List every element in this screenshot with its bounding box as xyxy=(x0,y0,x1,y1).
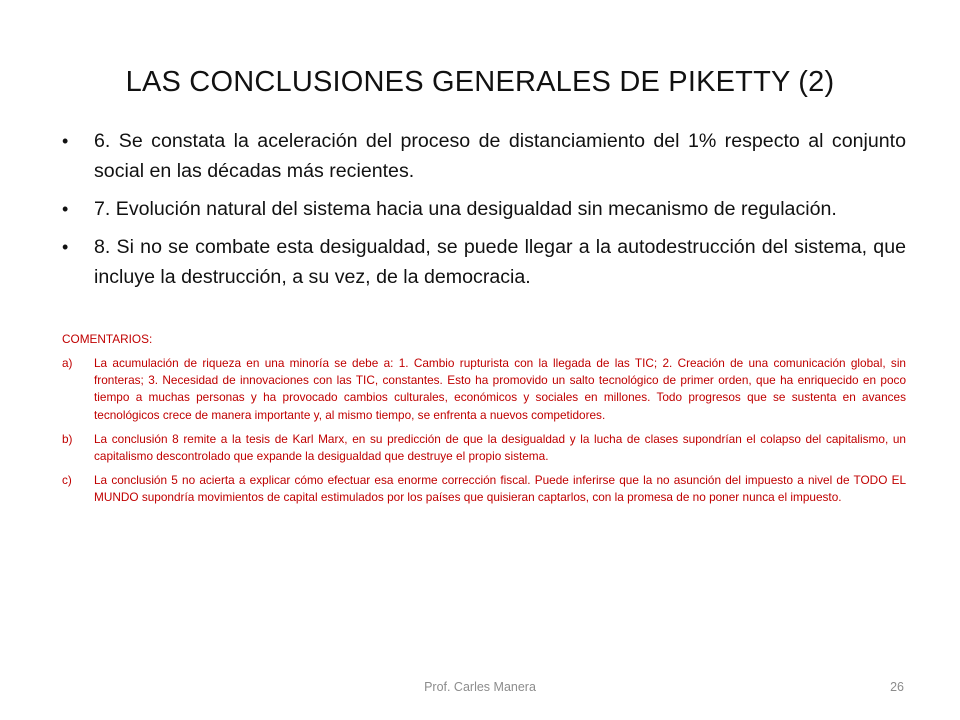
comment-letter: b) xyxy=(62,431,73,446)
comment-text: La conclusión 5 no acierta a explicar cómo efectuar esa enorme corrección fiscal. Puede inferirse que la no asunción del impuesto a nivel de TODO EL MUNDO supondría movimientos de capital estimulados por los países que quisieran captarlos, con la promesa de no poner nunca el impuesto. xyxy=(94,473,906,505)
comment-item xyxy=(62,355,906,424)
footer-author: Prof. Carles Manera xyxy=(424,680,536,694)
bullet-dot-icon: • xyxy=(62,199,69,219)
bullet-list xyxy=(62,126,906,300)
bullet-dot-icon: • xyxy=(62,237,69,257)
comment-text: La conclusión 8 remite a la tesis de Karl Marx, en su predicción de que la desigualdad y la lucha de clases supondrían el colapso del capitalismo, un capitalismo descontrolado que expande la desigualdad que destruye el propio sistema. xyxy=(94,431,906,464)
slide-title: LAS CONCLUSIONES GENERALES DE PIKETTY (2) xyxy=(125,66,835,98)
bullet-item xyxy=(62,126,906,186)
bullet-text: 8. Si no se combate esta desigualdad, se puede llegar a la autodestrucción del sistema, que incluye la destrucción, a su vez, de la democracia. xyxy=(94,236,906,288)
comment-item xyxy=(62,431,906,465)
comments-heading: COMENTARIOS: xyxy=(62,332,153,346)
comment-text: La acumulación de riqueza en una minoría se debe a: 1. Cambio rupturista con la llegada de las TIC; 2. Creación de una comunicación global, sin fronteras; 3. Necesidad de innovaciones con las TIC, constantes. Esto ha promovido un salto tecnológico de primer orden, que ha enriquecido en poco tiempo a muchas personas y ha provocado cambios culturales, económicos y sociales en millones. Todo progresos que se sustenta en avances tecnológicos crece de manera importante y, al mismo tiempo, se enfrenta a nuevos competidores. xyxy=(94,356,906,422)
comment-item xyxy=(62,472,906,506)
page-number: 26 xyxy=(890,680,904,694)
bullet-text: 7. Evolución natural del sistema hacia una desigualdad sin mecanismo de regulación. xyxy=(94,198,837,220)
bullet-item xyxy=(62,194,906,224)
comments-section xyxy=(62,331,906,514)
comment-letter: a) xyxy=(62,356,73,370)
bullet-dot-icon: • xyxy=(62,131,69,151)
comment-letter: c) xyxy=(62,473,72,488)
bullet-item xyxy=(62,232,906,292)
bullet-text: 6. Se constata la aceleración del proceso de distanciamiento del 1% respecto al conjunto social en las décadas más recientes. xyxy=(94,130,906,182)
